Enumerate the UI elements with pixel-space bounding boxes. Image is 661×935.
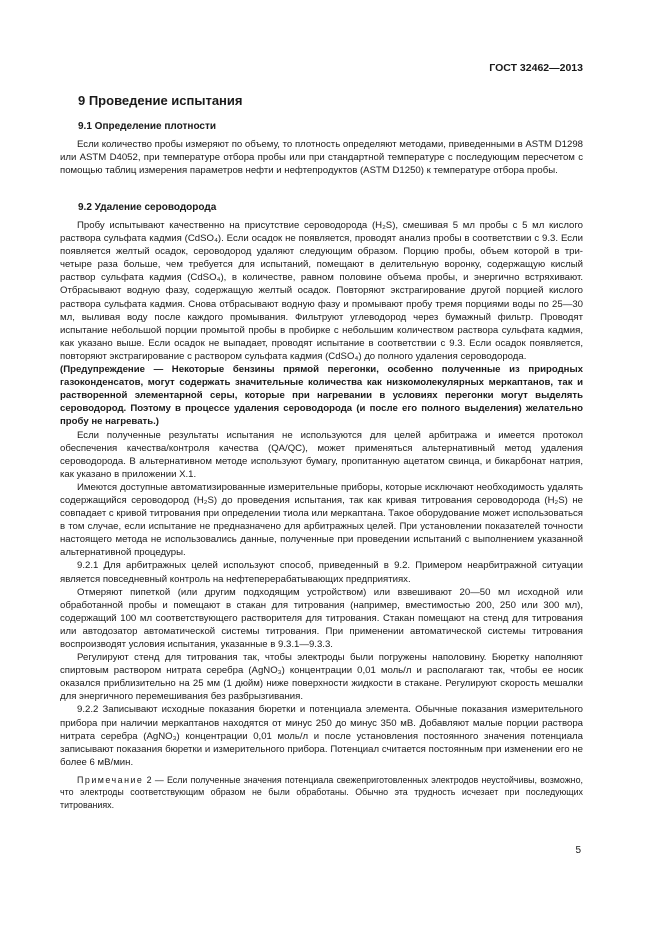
note-label: Примечание: [77, 774, 144, 785]
paragraph: Если полученные результаты испытания не используются для целей арбитража и имеется протокол обеспечения качества/контроля качества (QA/QC), может применяться альтернативный метод удаления сероводорода. В альтернативном методе используют бумагу, пропитанную ацетатом свинца, и бикарбонат натрия, как указано в приложении Х.1.: [60, 429, 583, 480]
h2s-removal-section: [60, 219, 583, 811]
paragraph: Пробу испытывают качественно на присутствие сероводорода (H₂S), смешивая 5 мл пробы с 5 мл кислого раствора сульфата кадмия (CdSO₄). Если осадок не появляется, проводят анализ пробы в соответствии с 9.3. Если появляется желтый осадок, сероводород удаляют следующим образом. Порцию пробы, объем которой в три-четыре раза больше, чем требуется для испытаний, помещают в делительную воронку, содержащую кислый раствор сульфата кадмия (CdSO₄), в количестве, равном половине объема пробы, и энергично встряхивают. Отбрасывают водную фазу, содержащую желтый осадок. Повторяют экстрагирование другой порцией кислого раствора сульфата кадмия. Снова отбрасывают водную фазу и промывают пробу тремя порциями воды по 25—30 мл, выливая воду после каждого промывания. Фильтруют углеводород через бумажный фильтр. Проводят испытание небольшой порции промытой пробы в пробирке с небольшим количеством раствора сульфата кадмия, как указано выше. Если осадок не выпадает, проводят испытание в соответствии с 9.3. Если осадок появляется, повторяют экстрагирование с раствором сульфата кадмия (CdSO₄) до полного удаления сероводорода.: [60, 220, 583, 362]
paragraph: Если количество пробы измеряют по объему, то плотность определяют методами, приведенными в ASTM D1298 или ASTM D4052, при температуре отбора пробы или при стандартной температуре с последующим пересчетом с помощью таблиц измерения параметров нефти и нефтепродуктов (ASTM D1250) к температуре отбора пробы.: [60, 139, 583, 177]
paragraph: Отмеряют пипеткой (или другим подходящим устройством) или взвешивают 20—50 мл исходной или обработанной пробы и помещают в стакан для титрования (например, вместимостью 200, 250 или 300 мл), содержащий 100 мл соответствующего растворителя для титрования. Стакан помещают на стенд для титрования или автодозатор автоматической системы титрования. При применении автоматической системы титрования воспроизводят условия испытания, указанные в 9.3.1—9.3.3.: [60, 586, 583, 650]
subsection-title-density: 9.1 Определение плотности: [78, 121, 217, 132]
density-section: [60, 138, 583, 177]
paragraph: 9.2.1 Для арбитражных целей используют способ, приведенный в 9.2. Примером неарбитражной ситуации является повседневный контроль на нефтеперерабатывающих предприятиях.: [60, 560, 583, 585]
note: [60, 774, 583, 812]
paragraph: 9.2.2 Записывают исходные показания бюретки и потенциала элемента. Обычные показания измерительного прибора при наличии меркаптанов находятся от минус 250 до минус 350 мВ. Добавляют малые порции раствора нитрата серебра (AgNO₃) концентрации 0,01 моль/л и после установления постоянного значения потенциала записывают показания бюретки и измерительного прибора. Потенциал считается постоянным при изменении его не более 6 мВ/мин.: [60, 704, 583, 768]
document-code: ГОСТ 32462—2013: [489, 62, 583, 74]
section-title: 9 Проведение испытания: [78, 93, 243, 108]
paragraph: Регулируют стенд для титрования так, чтобы электроды были погружены наполовину. Бюретку наполняют спиртовым раствором нитрата серебра (AgNO₃) концентрации 0,01 моль/л и располагают так, чтобы ее носик оказался приблизительно на 25 мм (1 дюйм) ниже поверхности жидкости в стакане. Регулируют скорость мешалки для энергичного перемешивания без разбрызгивания.: [60, 652, 583, 703]
subsection-title-h2s-removal: 9.2 Удаление сероводорода: [78, 202, 217, 213]
page-number: 5: [575, 845, 581, 856]
paragraph: Имеются доступные автоматизированные измерительные приборы, которые исключают необходимость удалять содержащийся сероводород (H₂S) до проведения испытания, так как кривая титрования сероводорода (H₂S) не совпадает с кривой титрования при определении тиола или меркаптана. Такое оборудование может использоваться в том случае, если испытание не предназначено для арбитражных целей. При установлении показателей точности настоящего метода не использовались данные, полученные при проведении испытаний с выполнением указанной альтернативной процедуры.: [60, 481, 583, 559]
note-text: 2 — Если полученные значения потенциала свежеприготовленных электродов неустойчивы, возможно, что электроды соответствующим образом не были обработаны. Обычно эта трудность исчезает при последующих титрованиях.: [60, 774, 583, 810]
warning-text: (Предупреждение — Некоторые бензины прямой перегонки, особенно полученные из природных газоконденсатов, могут содержать значительные количества как низкомолекулярных меркаптанов, так и растворенной элементарной серы, которые при нагревании в условиях перегонки могут выделять сероводород. Поэтому в процессе удаления сероводорода (и после его полного выделения) желательно пробу не нагревать.): [60, 364, 583, 428]
